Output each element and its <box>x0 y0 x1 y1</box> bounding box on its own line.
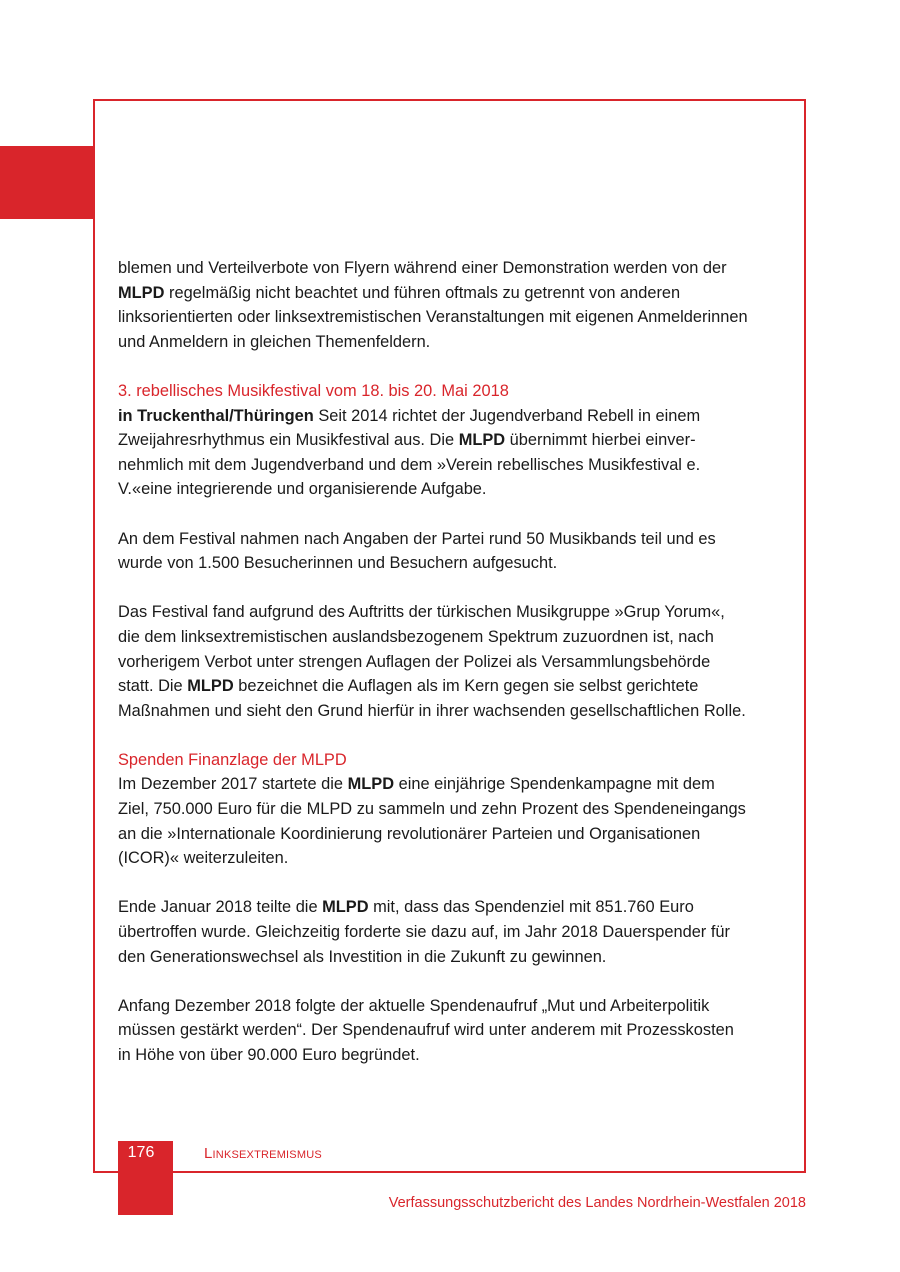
footer-title: Verfassungsschutzbericht des Landes Nordrhein-Westfalen 2018 <box>388 1195 806 1211</box>
text: eine einjährige Spendenkampagne mit dem Ziel, 750.000 Euro für die MLPD zu sammeln und zehn Prozent des Spendeneingangs an die »Internationale Koordinierung revolutionärer Parteien und Organisationen (ICOR)« weiterzuleiten. <box>118 775 746 868</box>
main-text <box>118 256 750 1068</box>
bold-term: MLPD <box>322 898 369 917</box>
bold-term: MLPD <box>187 677 234 696</box>
page-number: 176 <box>127 1144 155 1161</box>
bold-term: MLPD <box>347 775 395 794</box>
paragraph-5 <box>118 772 750 870</box>
text: mit, dass das Spendenziel mit 851.760 Euro übertroffen wurde. Gleichzeitig forderte sie dazu auf, im Jahr 2018 Dauerspender für den Generationswechsel als Investition in die Zukunft zu gewinnen. <box>118 898 730 966</box>
text: bezeichnet die Auflagen als im Kern gegen sie selbst gerichtete Maßnahmen und sieht den Grund hierfür in ihrer wachsenden gesellschaftlichen Rolle. <box>118 677 746 720</box>
paragraph-4 <box>118 600 750 723</box>
text: Seit 2014 richtet der Jugendverband Rebell in einem Zweijahresrhythmus ein Musikfestival aus. Die <box>118 406 701 450</box>
bold-term: MLPD <box>458 431 506 450</box>
bold-location: in Truckenthal/Thüringen <box>118 406 314 425</box>
text: Im Dezember 2017 startete die <box>118 775 348 794</box>
text: blemen und Verteilverbote von Flyern während einer Demonstration werden von der <box>118 259 727 277</box>
section-heading-festival: 3. rebellisches Musikfestival vom 18. bis 20. Mai 2018 <box>118 381 509 400</box>
paragraph-3: An dem Festival nahmen nach Angaben der Partei rund 50 Musikbands teil und es wurde von 1.500 Besucherinnen und Besuchern aufgesucht. <box>118 529 716 573</box>
text: regelmäßig nicht beachtet und führen oftmals zu getrennt von anderen linksorientierten oder linksextremistischen Veranstaltungen mit eigenen Anmelderinnen und Anmeldern in gleichen Themenfeldern. <box>118 283 748 351</box>
side-color-tab <box>0 146 93 219</box>
section-heading-spenden: Spenden Finanzlage der MLPD <box>118 750 347 769</box>
text: Das Festival fand aufgrund des Auftritts der türkischen Musikgruppe »Grup Yorum«, die dem linksextremistischen auslandsbezogenem Spektrum zuzuordnen ist, nach vorherigem Verbot unter strengen Auflagen der Polizei als Versammlungsbehörde statt. Die <box>118 603 725 696</box>
text: Ende Januar 2018 teilte die <box>118 898 323 917</box>
text: übernimmt hierbei einvernehmlich mit dem Jugendverband und dem »Verein rebellisches Musikfestival e. V.«eine integrierende und organisierende Aufgabe. <box>118 431 701 499</box>
paragraph-2 <box>118 404 750 502</box>
paragraph-6 <box>118 895 750 969</box>
paragraph-1 <box>118 256 750 354</box>
section-label: Linksextremismus <box>204 1145 322 1162</box>
paragraph-7: Anfang Dezember 2018 folgte der aktuelle Spendenaufruf „Mut und Arbeiterpolitik müssen gestärkt werden“. Der Spendenaufruf wird unter anderem mit Prozesskosten in Höhe von über 90.000 Euro begründet. <box>118 996 734 1064</box>
bold-term: MLPD <box>118 283 165 302</box>
